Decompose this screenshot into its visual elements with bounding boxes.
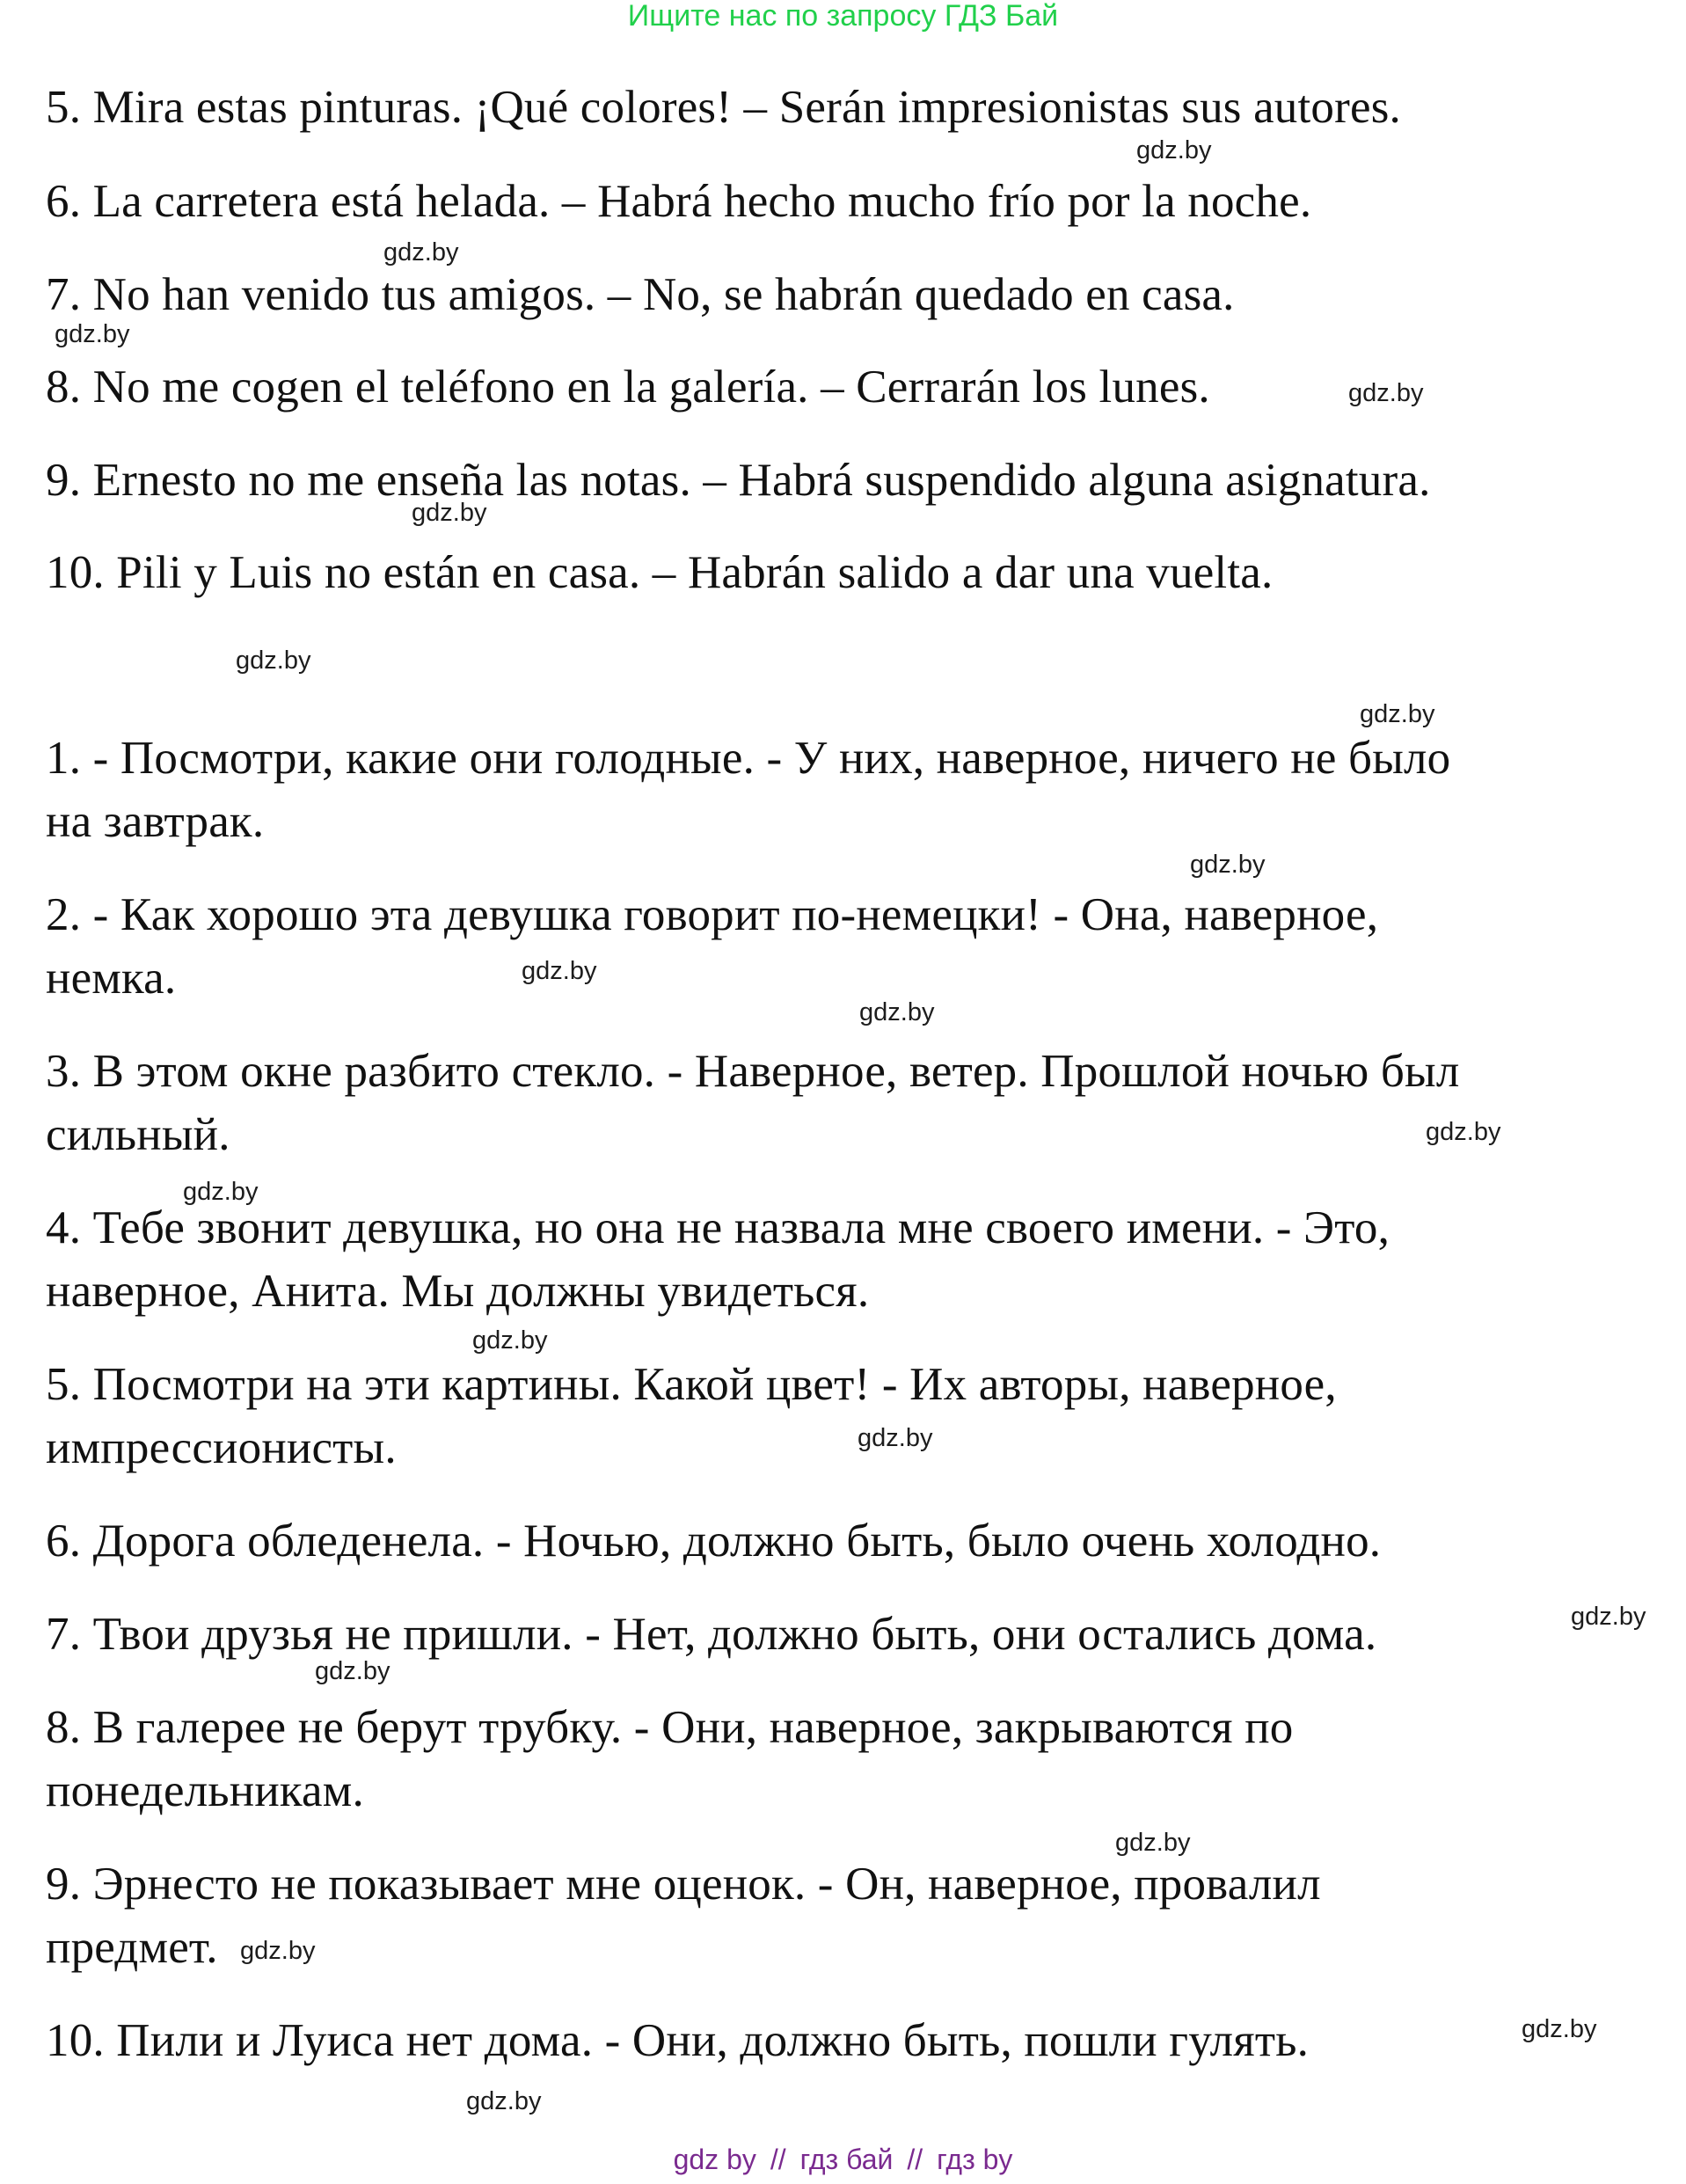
watermark: gdz.by [859,998,935,1026]
russian-line-9a: 9. Эрнесто не показывает мне оценок. - Он, наверное, провалил [46,1859,1321,1910]
watermark: gdz.by [1426,1118,1501,1146]
watermark: gdz.by [466,2087,542,2115]
russian-line-8b: понедельникам. [46,1765,364,1816]
footer-link-gdz-by[interactable]: gdz by [673,2144,756,2175]
watermark: gdz.by [472,1326,548,1355]
russian-line-9b: предмет. [46,1922,218,1973]
russian-line-3a: 3. В этом окне разбито стекло. - Наверное, ветер. Прошлой ночью был [46,1046,1460,1097]
russian-line-5b: импрессионисты. [46,1422,397,1473]
watermark: gdz.by [236,646,311,675]
watermark: gdz.by [55,320,130,348]
russian-line-2a: 2. - Как хорошо эта девушка говорит по-немецки! - Она, наверное, [46,889,1379,940]
watermark: gdz.by [412,499,487,527]
footer [0,2142,1686,2177]
watermark: gdz.by [1136,136,1212,164]
spanish-sentence-9: 9. Ernesto no me enseña las notas. – Habrá suspendido alguna asignatura. [46,455,1431,506]
watermark: gdz.by [240,1937,316,1965]
russian-line-2b: немка. [46,953,177,1004]
spanish-sentence-7: 7. No han venido tus amigos. – No, se habrán quedado en casa. [46,269,1235,320]
top-banner: Ищите нас по запросу ГДЗ Бай [627,0,1059,33]
watermark: gdz.by [383,238,459,267]
watermark: gdz.by [858,1424,933,1452]
russian-line-1b: на завтрак. [46,796,265,847]
watermark: gdz.by [1360,700,1435,728]
footer-link-gdz-bai[interactable]: гдз бай [799,2144,894,2175]
russian-line-3b: сильный. [46,1109,230,1160]
russian-line-8a: 8. В галерее не берут трубку. - Они, наверное, закрываются по [46,1702,1294,1753]
footer-separator: // [770,2144,786,2175]
russian-line-4a: 4. Тебе звонит девушка, но она не назвала мне своего имени. - Это, [46,1202,1390,1253]
russian-line-7: 7. Твои друзья не пришли. - Нет, должно быть, они остались дома. [46,1609,1377,1660]
russian-line-6: 6. Дорога обледенела. - Ночью, должно быть, было очень холодно. [46,1516,1382,1567]
russian-line-1a: 1. - Посмотри, какие они голодные. - У них, наверное, ничего не было [46,733,1451,784]
spanish-sentence-6: 6. La carretera está helada. – Habrá hecho mucho frío por la noche. [46,176,1312,227]
watermark: gdz.by [1190,851,1266,879]
spanish-sentence-8: 8. No me cogen el teléfono en la galería. – Cerrarán los lunes. [46,362,1210,413]
spanish-sentence-5: 5. Mira estas pinturas. ¡Qué colores! – Serán impresionistas sus autores. [46,82,1401,133]
footer-link-gdz-by-cyr[interactable]: гдз by [937,2144,1013,2175]
watermark: gdz.by [1115,1829,1191,1857]
watermark: gdz.by [1522,2015,1597,2043]
watermark: gdz.by [183,1178,259,1206]
russian-line-5a: 5. Посмотри на эти картины. Какой цвет! - Их авторы, наверное, [46,1359,1337,1410]
watermark: gdz.by [1571,1603,1646,1631]
russian-line-10: 10. Пили и Луиса нет дома. - Они, должно быть, пошли гулять. [46,2015,1310,2066]
watermark: gdz.by [522,957,597,985]
watermark: gdz.by [1348,379,1424,407]
watermark: gdz.by [315,1657,390,1685]
footer-separator: // [907,2144,923,2175]
spanish-sentence-10: 10. Pili y Luis no están en casa. – Habrán salido a dar una vuelta. [46,547,1274,598]
russian-line-4b: наверное, Анита. Мы должны увидеться. [46,1266,870,1317]
